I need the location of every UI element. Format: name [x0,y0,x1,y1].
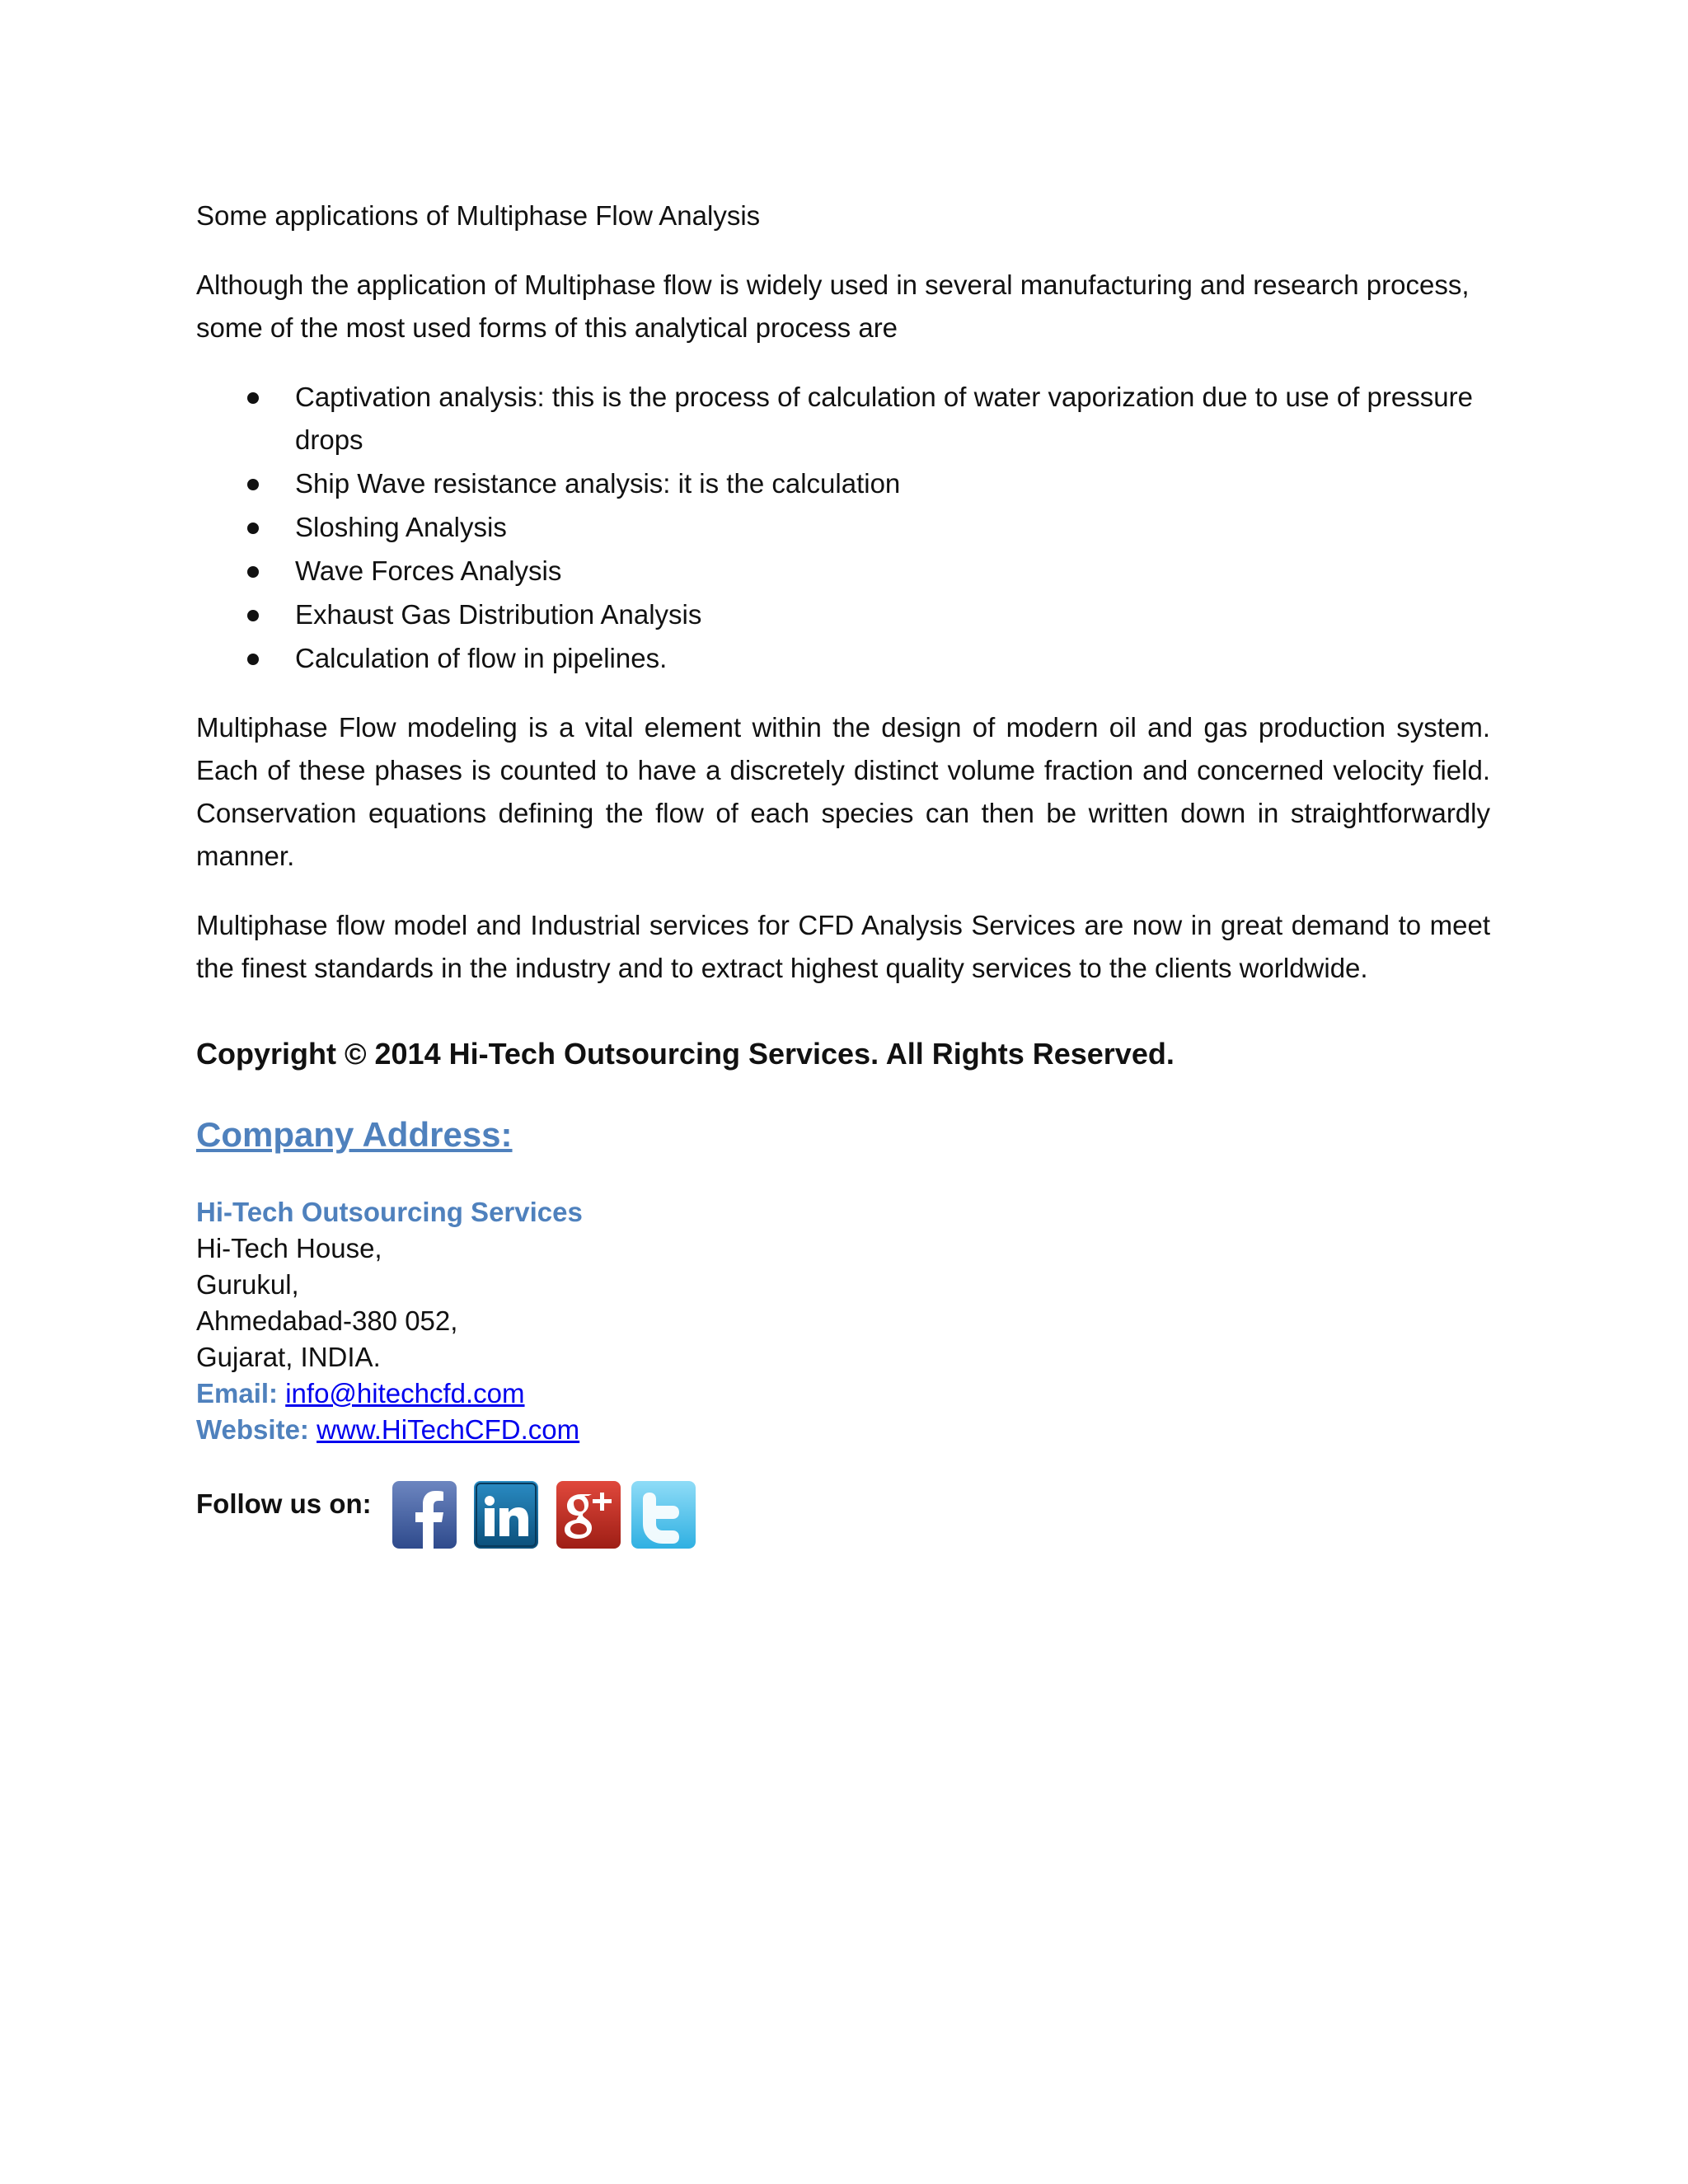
email-row [196,1376,1490,1412]
facebook-icon[interactable] [392,1481,457,1549]
document-page [196,194,1490,1555]
linkedin-icon[interactable] [474,1481,538,1549]
social-follow-row [196,1481,1490,1555]
list-item: Calculation of flow in pipelines. [196,637,1490,680]
address-line: Ahmedabad-380 052, [196,1305,458,1336]
company-name: Hi-Tech Outsourcing Services [196,1197,583,1227]
bullet-icon [247,610,259,621]
list-item: Exhaust Gas Distribution Analysis [196,593,1490,636]
website-row [196,1412,1490,1448]
section-title: Some applications of Multiphase Flow Analysis [196,200,761,231]
website-label: Website: [196,1414,309,1445]
intro-paragraph: Although the application of Multiphase flow is widely used in several manufacturing and research process, some of the most used forms of this analytical process are [196,269,1470,343]
address-line: Gujarat, INDIA. [196,1342,381,1372]
address-line: Gurukul, [196,1269,299,1300]
bullet-icon [247,479,259,490]
website-link[interactable]: www.HiTechCFD.com [316,1414,580,1445]
bullet-icon [247,392,259,404]
bullet-icon [247,654,259,665]
twitter-icon[interactable] [631,1481,696,1549]
address-line: Hi-Tech House, [196,1233,382,1263]
copyright-notice: Copyright © 2014 Hi-Tech Outsourcing Services. All Rights Reserved. [196,1037,1175,1071]
email-link[interactable]: info@hitechcfd.com [285,1378,525,1408]
body-paragraph-2: Multiphase flow model and Industrial services for CFD Analysis Services are now in great demand to meet the finest standards in the industry and to extract highest quality services to the clients worldwide. [196,910,1490,983]
google-plus-icon[interactable] [556,1481,621,1549]
address-block [196,1194,1490,1448]
body-paragraph-1: Multiphase Flow modeling is a vital element within the design of modern oil and gas production system. Each of these phases is counted to have a discretely distinct volume fraction and concerned velocity field. Conservation equations defining the flow of each species can then be written down in straightforwardly manner. [196,712,1490,871]
applications-list [196,376,1490,680]
email-label: Email: [196,1378,279,1408]
bullet-icon [247,523,259,534]
list-item: Wave Forces Analysis [196,550,1490,593]
bullet-icon [247,566,259,578]
list-item: Sloshing Analysis [196,506,1490,549]
list-item: Ship Wave resistance analysis: it is the calculation [196,462,1490,505]
follow-us-label: Follow us on: [196,1488,372,1519]
list-item: Captivation analysis: this is the process of calculation of water vaporization due to use of pressure drops [196,376,1490,462]
company-address-heading: Company Address: [196,1115,513,1154]
